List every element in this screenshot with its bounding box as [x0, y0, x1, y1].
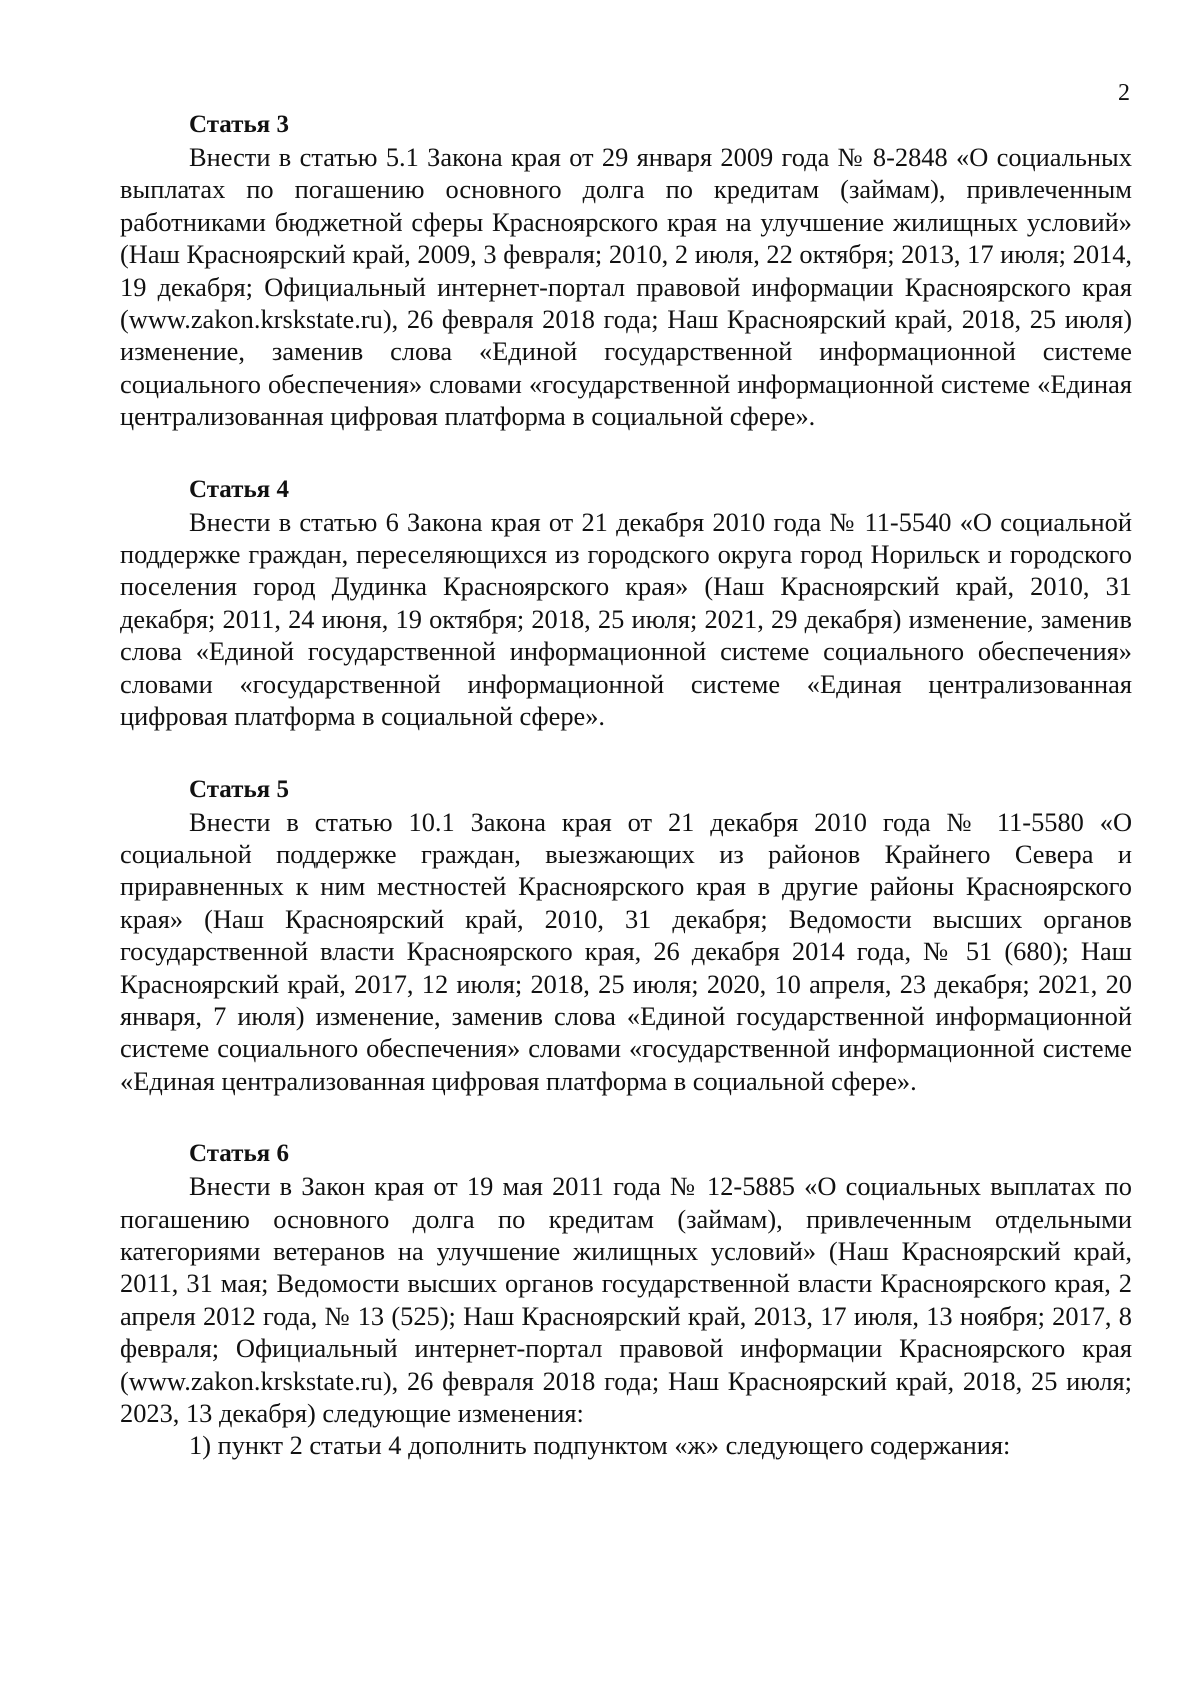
article-paragraph: Внести в статью 10.1 Закона края от 21 декабря 2010 года № 11-5580 «О социальной поддержке граждан, выезжающих из районов Крайнего Севера и приравненных к ним местностей Красноярского края в другие районы Красноярского края» (Наш Красноярский край, 2010, 31 декабря; Ведомости высших органов государственной власти Красноярского края, 26 декабря 2014 года, № 51 (680); Наш Красноярский край, 2017, 12 июля; 2018, 25 июля; 2020, 10 апреля, 23 декабря; 2021, 20 января, 7 июля) изменение, заменив слова «Единой государственной информационной системе социального обеспечения» словами «государственной информационной системе «Единая централизованная цифровая платформа в социальной сфере». — [120, 806, 1132, 1096]
article-heading: Статья 5 — [189, 775, 289, 803]
article-4 — [120, 474, 1132, 733]
document-body — [120, 109, 1132, 1503]
article-5 — [120, 774, 1132, 1098]
article-6 — [120, 1138, 1132, 1462]
article-3 — [120, 109, 1132, 433]
article-paragraph: 1) пункт 2 статьи 4 дополнить подпунктом «ж» следующего содержания: — [189, 1430, 1011, 1461]
article-paragraph: Внести в статью 5.1 Закона края от 29 января 2009 года № 8-2848 «О социальных выплатах по погашению основного долга по кредитам (займам), привлеченным работниками бюджетной сферы Красноярского края на улучшение жилищных условий» (Наш Красноярский край, 2009, 3 февраля; 2010, 2 июля, 22 октября; 2013, 17 июля; 2014, 19 декабря; Официальный интернет-портал правовой информации Красноярского края (www.zakon.krskstate.ru), 26 февраля 2018 года; Наш Красноярский край, 2018, 25 июля) изменение, заменив слова «Единой государственной информационной системе социального обеспечения» словами «государственной информационной системе «Единая централизованная цифровая платформа в социальной сфере». — [120, 142, 1132, 432]
article-heading: Статья 3 — [189, 111, 289, 138]
article-paragraph: Внести в Закон края от 19 мая 2011 года № 12-5885 «О социальных выплатах по погашению основного долга по кредитам (займам), привлеченным отдельными категориями ветеранов на улучшение жилищных условий» (Наш Красноярский край, 2011, 31 мая; Ведомости высших органов государственной власти Красноярского края, 2 апреля 2012 года, № 13 (525); Наш Красноярский край, 2013, 17 июля, 13 ноября; 2017, 8 февраля; Официальный интернет-портал правовой информации Красноярского края (www.zakon.krskstate.ru), 26 февраля 2018 года; Наш Красноярский край, 2018, 25 июля; 2023, 13 декабря) следующие изменения: — [120, 1171, 1132, 1428]
article-heading: Статья 4 — [189, 475, 289, 503]
article-paragraph: Внести в статью 6 Закона края от 21 декабря 2010 года № 11-5540 «О социальной поддержке граждан, переселяющихся из городского округа город Норильск и городского поселения город Дудинка Красноярского края» (Наш Красноярский край, 2010, 31 декабря; 2011, 24 июня, 19 октября; 2018, 25 июля; 2021, 29 декабря) изменение, заменив слова «Единой государственной информационной системе социального обеспечения» словами «государственной информационной системе «Единая централизованная цифровая платформа в социальной сфере». — [120, 506, 1132, 732]
page-number: 2 — [1118, 80, 1130, 106]
article-heading: Статья 6 — [189, 1140, 289, 1168]
